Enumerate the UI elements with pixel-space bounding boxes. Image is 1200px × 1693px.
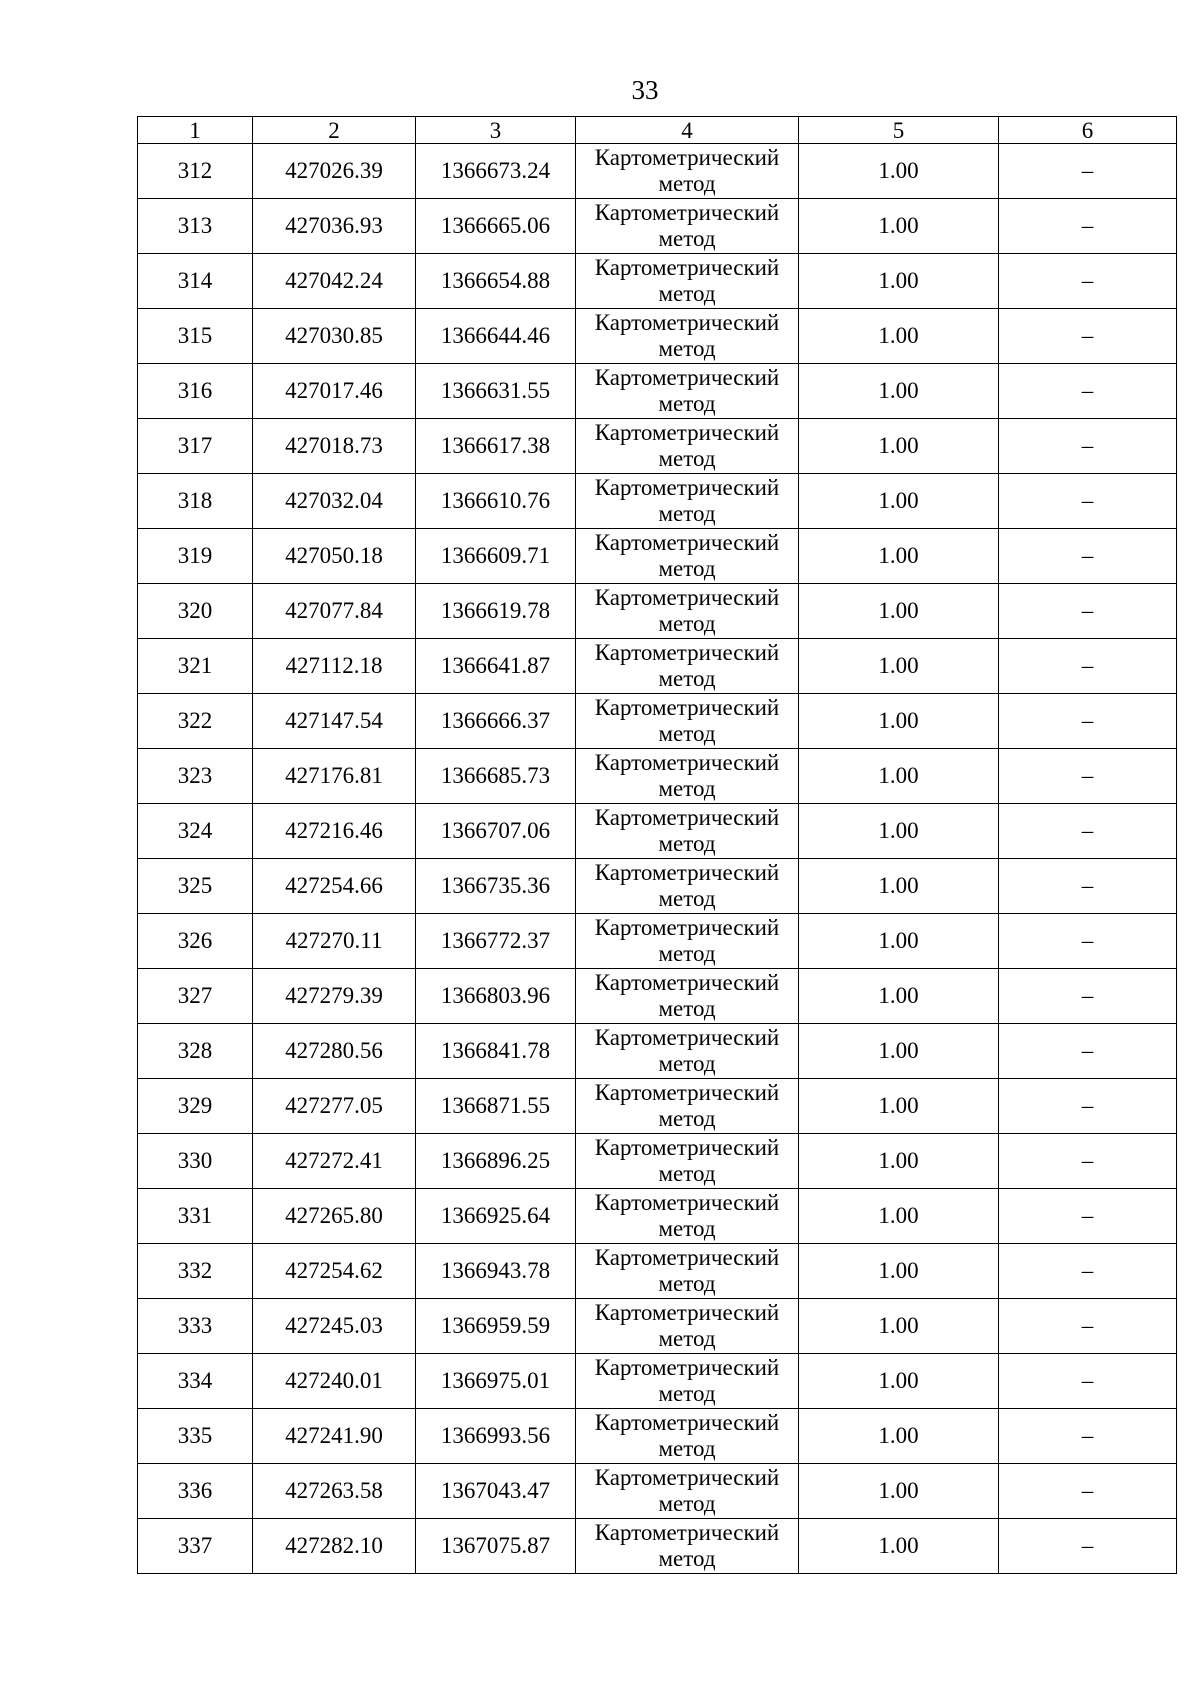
- point-number-cell: 331: [138, 1189, 253, 1244]
- page-number: 33: [631, 75, 659, 105]
- note-cell: –: [999, 1354, 1177, 1409]
- accuracy-cell: 1.00: [799, 804, 999, 859]
- y-coordinate-cell: 1366654.88: [416, 254, 576, 309]
- point-number-cell: 335: [138, 1409, 253, 1464]
- table-row: [138, 1409, 1177, 1464]
- note-cell: –: [999, 1244, 1177, 1299]
- y-coordinate-cell: 1366841.78: [416, 1024, 576, 1079]
- y-coordinate-cell: 1367075.87: [416, 1519, 576, 1574]
- x-coordinate-cell: 427050.18: [253, 529, 416, 584]
- method-cell: Картометрический метод: [576, 804, 799, 859]
- point-number-cell: 321: [138, 639, 253, 694]
- method-cell: Картометрический метод: [576, 694, 799, 749]
- accuracy-cell: 1.00: [799, 1519, 999, 1574]
- table-row: [138, 859, 1177, 914]
- method-cell: Картометрический метод: [576, 199, 799, 254]
- method-cell: Картометрический метод: [576, 1134, 799, 1189]
- note-cell: –: [999, 254, 1177, 309]
- table-row: [138, 419, 1177, 474]
- accuracy-cell: 1.00: [799, 474, 999, 529]
- y-coordinate-cell: 1366631.55: [416, 364, 576, 419]
- y-coordinate-cell: 1366610.76: [416, 474, 576, 529]
- x-coordinate-cell: 427147.54: [253, 694, 416, 749]
- x-coordinate-cell: 427018.73: [253, 419, 416, 474]
- table-row: [138, 1024, 1177, 1079]
- accuracy-cell: 1.00: [799, 639, 999, 694]
- x-coordinate-cell: 427026.39: [253, 144, 416, 199]
- note-cell: –: [999, 144, 1177, 199]
- note-cell: –: [999, 1189, 1177, 1244]
- table-row: [138, 1244, 1177, 1299]
- table-row: [138, 914, 1177, 969]
- method-cell: Картометрический метод: [576, 914, 799, 969]
- x-coordinate-cell: 427030.85: [253, 309, 416, 364]
- y-coordinate-cell: 1366803.96: [416, 969, 576, 1024]
- point-number-cell: 327: [138, 969, 253, 1024]
- x-coordinate-cell: 427240.01: [253, 1354, 416, 1409]
- x-coordinate-cell: 427277.05: [253, 1079, 416, 1134]
- table-row: [138, 474, 1177, 529]
- note-cell: –: [999, 694, 1177, 749]
- method-cell: Картометрический метод: [576, 1354, 799, 1409]
- header-cell-5: 5: [799, 117, 999, 144]
- point-number-cell: 334: [138, 1354, 253, 1409]
- point-number-cell: 317: [138, 419, 253, 474]
- table-row: [138, 199, 1177, 254]
- table-row: [138, 804, 1177, 859]
- table-row: [138, 1134, 1177, 1189]
- table-row: [138, 1189, 1177, 1244]
- accuracy-cell: 1.00: [799, 694, 999, 749]
- point-number-cell: 322: [138, 694, 253, 749]
- x-coordinate-cell: 427036.93: [253, 199, 416, 254]
- x-coordinate-cell: 427077.84: [253, 584, 416, 639]
- table-row: [138, 749, 1177, 804]
- method-cell: Картометрический метод: [576, 584, 799, 639]
- note-cell: –: [999, 1464, 1177, 1519]
- header-cell-4: 4: [576, 117, 799, 144]
- method-cell: Картометрический метод: [576, 1079, 799, 1134]
- note-cell: –: [999, 914, 1177, 969]
- table-header: [138, 117, 1177, 144]
- point-number-cell: 313: [138, 199, 253, 254]
- method-cell: Картометрический метод: [576, 969, 799, 1024]
- note-cell: –: [999, 859, 1177, 914]
- x-coordinate-cell: 427112.18: [253, 639, 416, 694]
- x-coordinate-cell: 427272.41: [253, 1134, 416, 1189]
- header-cell-6: 6: [999, 117, 1177, 144]
- x-coordinate-cell: 427216.46: [253, 804, 416, 859]
- header-cell-3: 3: [416, 117, 576, 144]
- note-cell: –: [999, 804, 1177, 859]
- point-number-cell: 320: [138, 584, 253, 639]
- point-number-cell: 314: [138, 254, 253, 309]
- header-cell-2: 2: [253, 117, 416, 144]
- table-row: [138, 694, 1177, 749]
- point-number-cell: 315: [138, 309, 253, 364]
- accuracy-cell: 1.00: [799, 1134, 999, 1189]
- note-cell: –: [999, 199, 1177, 254]
- table-row: [138, 1079, 1177, 1134]
- accuracy-cell: 1.00: [799, 199, 999, 254]
- note-cell: –: [999, 1299, 1177, 1354]
- x-coordinate-cell: 427280.56: [253, 1024, 416, 1079]
- note-cell: –: [999, 474, 1177, 529]
- note-cell: –: [999, 309, 1177, 364]
- accuracy-cell: 1.00: [799, 1244, 999, 1299]
- y-coordinate-cell: 1366896.25: [416, 1134, 576, 1189]
- table-row: [138, 254, 1177, 309]
- y-coordinate-cell: 1366666.37: [416, 694, 576, 749]
- y-coordinate-cell: 1366617.38: [416, 419, 576, 474]
- method-cell: Картометрический метод: [576, 1024, 799, 1079]
- y-coordinate-cell: 1366925.64: [416, 1189, 576, 1244]
- y-coordinate-cell: 1366707.06: [416, 804, 576, 859]
- point-number-cell: 319: [138, 529, 253, 584]
- accuracy-cell: 1.00: [799, 749, 999, 804]
- accuracy-cell: 1.00: [799, 309, 999, 364]
- x-coordinate-cell: 427176.81: [253, 749, 416, 804]
- note-cell: –: [999, 1134, 1177, 1189]
- accuracy-cell: 1.00: [799, 1464, 999, 1519]
- x-coordinate-cell: 427265.80: [253, 1189, 416, 1244]
- accuracy-cell: 1.00: [799, 1299, 999, 1354]
- accuracy-cell: 1.00: [799, 419, 999, 474]
- table-row: [138, 1519, 1177, 1574]
- accuracy-cell: 1.00: [799, 144, 999, 199]
- y-coordinate-cell: 1367043.47: [416, 1464, 576, 1519]
- point-number-cell: 325: [138, 859, 253, 914]
- x-coordinate-cell: 427254.66: [253, 859, 416, 914]
- y-coordinate-cell: 1366871.55: [416, 1079, 576, 1134]
- y-coordinate-cell: 1366959.59: [416, 1299, 576, 1354]
- accuracy-cell: 1.00: [799, 859, 999, 914]
- table-row: [138, 364, 1177, 419]
- table-row: [138, 969, 1177, 1024]
- note-cell: –: [999, 1079, 1177, 1134]
- x-coordinate-cell: 427282.10: [253, 1519, 416, 1574]
- accuracy-cell: 1.00: [799, 1189, 999, 1244]
- point-number-cell: 336: [138, 1464, 253, 1519]
- accuracy-cell: 1.00: [799, 969, 999, 1024]
- note-cell: –: [999, 969, 1177, 1024]
- table-row: [138, 584, 1177, 639]
- x-coordinate-cell: 427270.11: [253, 914, 416, 969]
- method-cell: Картометрический метод: [576, 529, 799, 584]
- table-row: [138, 1299, 1177, 1354]
- accuracy-cell: 1.00: [799, 1024, 999, 1079]
- method-cell: Картометрический метод: [576, 1519, 799, 1574]
- coordinates-table: [137, 116, 1177, 1574]
- method-cell: Картометрический метод: [576, 309, 799, 364]
- point-number-cell: 329: [138, 1079, 253, 1134]
- method-cell: Картометрический метод: [576, 639, 799, 694]
- table-row: [138, 144, 1177, 199]
- method-cell: Картометрический метод: [576, 749, 799, 804]
- y-coordinate-cell: 1366641.87: [416, 639, 576, 694]
- note-cell: –: [999, 1024, 1177, 1079]
- y-coordinate-cell: 1366735.36: [416, 859, 576, 914]
- table-row: [138, 529, 1177, 584]
- note-cell: –: [999, 364, 1177, 419]
- method-cell: Картометрический метод: [576, 859, 799, 914]
- y-coordinate-cell: 1366644.46: [416, 309, 576, 364]
- method-cell: Картометрический метод: [576, 1464, 799, 1519]
- y-coordinate-cell: 1366943.78: [416, 1244, 576, 1299]
- method-cell: Картометрический метод: [576, 419, 799, 474]
- note-cell: –: [999, 1409, 1177, 1464]
- note-cell: –: [999, 529, 1177, 584]
- table-row: [138, 309, 1177, 364]
- point-number-cell: 324: [138, 804, 253, 859]
- method-cell: Картометрический метод: [576, 1189, 799, 1244]
- header-row: [138, 117, 1177, 144]
- x-coordinate-cell: 427032.04: [253, 474, 416, 529]
- point-number-cell: 330: [138, 1134, 253, 1189]
- note-cell: –: [999, 1519, 1177, 1574]
- y-coordinate-cell: 1366609.71: [416, 529, 576, 584]
- method-cell: Картометрический метод: [576, 364, 799, 419]
- method-cell: Картометрический метод: [576, 1244, 799, 1299]
- accuracy-cell: 1.00: [799, 1079, 999, 1134]
- point-number-cell: 312: [138, 144, 253, 199]
- x-coordinate-cell: 427263.58: [253, 1464, 416, 1519]
- point-number-cell: 323: [138, 749, 253, 804]
- x-coordinate-cell: 427042.24: [253, 254, 416, 309]
- point-number-cell: 326: [138, 914, 253, 969]
- accuracy-cell: 1.00: [799, 1354, 999, 1409]
- y-coordinate-cell: 1366619.78: [416, 584, 576, 639]
- table-row: [138, 639, 1177, 694]
- method-cell: Картометрический метод: [576, 254, 799, 309]
- x-coordinate-cell: 427241.90: [253, 1409, 416, 1464]
- method-cell: Картометрический метод: [576, 144, 799, 199]
- table-body: [138, 144, 1177, 1574]
- point-number-cell: 316: [138, 364, 253, 419]
- x-coordinate-cell: 427254.62: [253, 1244, 416, 1299]
- x-coordinate-cell: 427245.03: [253, 1299, 416, 1354]
- note-cell: –: [999, 419, 1177, 474]
- method-cell: Картометрический метод: [576, 474, 799, 529]
- point-number-cell: 332: [138, 1244, 253, 1299]
- accuracy-cell: 1.00: [799, 914, 999, 969]
- point-number-cell: 337: [138, 1519, 253, 1574]
- y-coordinate-cell: 1366665.06: [416, 199, 576, 254]
- point-number-cell: 328: [138, 1024, 253, 1079]
- y-coordinate-cell: 1366993.56: [416, 1409, 576, 1464]
- accuracy-cell: 1.00: [799, 584, 999, 639]
- note-cell: –: [999, 749, 1177, 804]
- accuracy-cell: 1.00: [799, 364, 999, 419]
- accuracy-cell: 1.00: [799, 1409, 999, 1464]
- method-cell: Картометрический метод: [576, 1409, 799, 1464]
- note-cell: –: [999, 639, 1177, 694]
- x-coordinate-cell: 427017.46: [253, 364, 416, 419]
- accuracy-cell: 1.00: [799, 254, 999, 309]
- y-coordinate-cell: 1366772.37: [416, 914, 576, 969]
- table-row: [138, 1464, 1177, 1519]
- y-coordinate-cell: 1366685.73: [416, 749, 576, 804]
- point-number-cell: 333: [138, 1299, 253, 1354]
- x-coordinate-cell: 427279.39: [253, 969, 416, 1024]
- accuracy-cell: 1.00: [799, 529, 999, 584]
- table-row: [138, 1354, 1177, 1409]
- header-cell-1: 1: [138, 117, 253, 144]
- method-cell: Картометрический метод: [576, 1299, 799, 1354]
- y-coordinate-cell: 1366975.01: [416, 1354, 576, 1409]
- point-number-cell: 318: [138, 474, 253, 529]
- y-coordinate-cell: 1366673.24: [416, 144, 576, 199]
- note-cell: –: [999, 584, 1177, 639]
